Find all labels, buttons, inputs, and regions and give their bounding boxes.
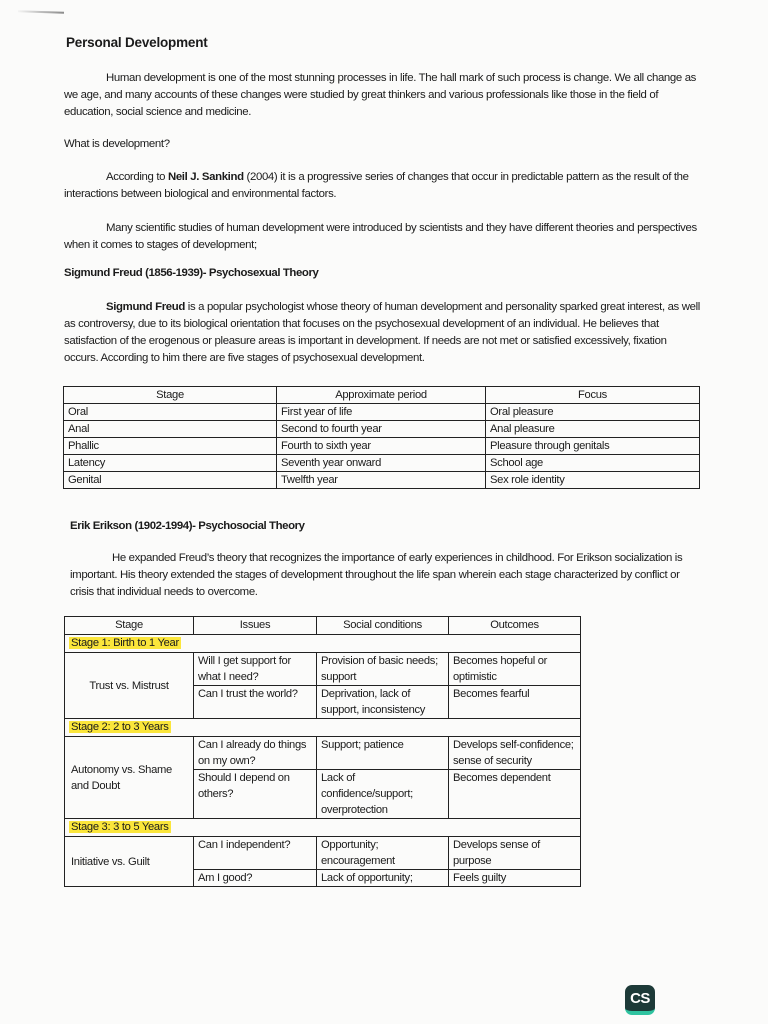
table-row [64,438,700,455]
table-cell: Pleasure through genitals [486,438,700,455]
stage-label: Stage 2: 2 to 3 Years [71,721,169,733]
table-cell: Opportunity; encouragement [317,837,449,870]
stage-name: Autonomy vs. Shame and Doubt [65,737,194,819]
stage-name: Trust vs. Mistrust [65,653,194,719]
table-cell: Provision of basic needs; support [317,653,449,686]
freud-stages-table [63,386,700,489]
table-header: Approximate period [277,387,486,404]
definition-rest: (2004) it is a progressive series of changes that occur in predictable pattern as the result of the interactions between biological and environmental factors. [64,171,689,200]
table-cell: Fourth to sixth year [277,438,486,455]
theories-intro-paragraph [64,220,700,254]
table-row [64,404,700,421]
table-cell: Develops sense of purpose [449,837,581,870]
table-cell: Becomes dependent [449,770,581,819]
stage-label-cell [65,819,581,837]
table-header: Issues [194,617,317,635]
question-text: What is development? [64,138,170,150]
stage-label-cell [65,719,581,737]
scan-artifact [18,10,64,14]
freud-heading: Sigmund Freud (1856-1939)- Psychosexual Theory [64,267,319,279]
freud-text: is a popular psychologist whose theory of human development and personality sparked great interest, as well as controversy, due to its biological orientation that focuses on the psychosexual development of an individual. He believes that satisfaction of the erogenous or pleasure areas is important in development. If needs are not met or satisfied excessively, fixation occurs. According to him there are five stages of psychosexual development. [64,301,700,364]
table-cell: Oral [64,404,277,421]
table-header: Focus [486,387,700,404]
table-cell: Will I get support for what I need? [194,653,317,686]
table-cell: Lack of opportunity; [317,870,449,887]
page-title: Personal Development [66,35,208,50]
table-cell: Anal [64,421,277,438]
table-row [65,837,581,870]
table-cell: Feels guilty [449,870,581,887]
camscanner-logo-icon: CS [625,985,655,1015]
table-cell: Am I good? [194,870,317,887]
table-header: Stage [65,617,194,635]
table-row [65,737,581,770]
table-row [64,455,700,472]
freud-name: Sigmund Freud [106,301,185,313]
table-cell: Becomes hopeful or optimistic [449,653,581,686]
stage-label-row [65,719,581,737]
stage-label-row [65,819,581,837]
table-cell: Genital [64,472,277,489]
table-cell: Develops self-confidence; sense of security [449,737,581,770]
stage-label: Stage 1: Birth to 1 Year [71,637,179,649]
intro-text: Human development is one of the most stunning processes in life. The hall mark of such process is change. We all change as we age, and many accounts of these changes were studied by great thinkers and various professionals like those in the field of education, social science and medicine. [64,72,697,118]
stage-name: Initiative vs. Guilt [65,837,194,887]
table-cell: Second to fourth year [277,421,486,438]
table-cell: Can I already do things on my own? [194,737,317,770]
table-cell: Phallic [64,438,277,455]
stage-label: Stage 3: 3 to 5 Years [71,821,169,833]
table-row [65,653,581,686]
erikson-heading: Erik Erikson (1902-1994)- Psychosocial Theory [70,520,305,532]
intro-paragraph [64,70,704,121]
erikson-stages-table [64,616,581,887]
table-cell: Twelfth year [277,472,486,489]
table-header: Stage [64,387,277,404]
stage-label-cell [65,635,581,653]
definition-lead: According to [106,171,168,183]
table-cell: Latency [64,455,277,472]
definition-paragraph [64,169,700,203]
table-cell: First year of life [277,404,486,421]
erikson-paragraph [70,550,700,601]
table-header-row [65,617,581,635]
table-row [64,472,700,489]
table-header-row [64,387,700,404]
table-row [64,421,700,438]
table-cell: Can I trust the world? [194,686,317,719]
table-cell: Seventh year onward [277,455,486,472]
table-cell: Becomes fearful [449,686,581,719]
definition-author: Neil J. Sankind [167,171,244,183]
table-cell: Deprivation, lack of support, inconsistency [317,686,449,719]
table-cell: Support; patience [317,737,449,770]
table-cell: Lack of confidence/support; overprotection [317,770,449,819]
table-cell: Anal pleasure [486,421,700,438]
table-cell: Sex role identity [486,472,700,489]
freud-paragraph [64,299,700,367]
table-cell: Can I independent? [194,837,317,870]
erikson-text: He expanded Freud’s theory that recognizes the importance of early experiences in childhood. For Erikson socialization is important. His theory extended the stages of development throughout the life span wherein each stage characterized by conflict or crisis that individual needs to overcome. [70,552,683,598]
table-cell: Should I depend on others? [194,770,317,819]
table-header: Social conditions [317,617,449,635]
table-cell: Oral pleasure [486,404,700,421]
table-cell: School age [486,455,700,472]
stage-label-row [65,635,581,653]
table-header: Outcomes [449,617,581,635]
theories-intro-text: Many scientific studies of human development were introduced by scientists and they have different theories and perspectives when it comes to stages of development; [64,222,697,251]
